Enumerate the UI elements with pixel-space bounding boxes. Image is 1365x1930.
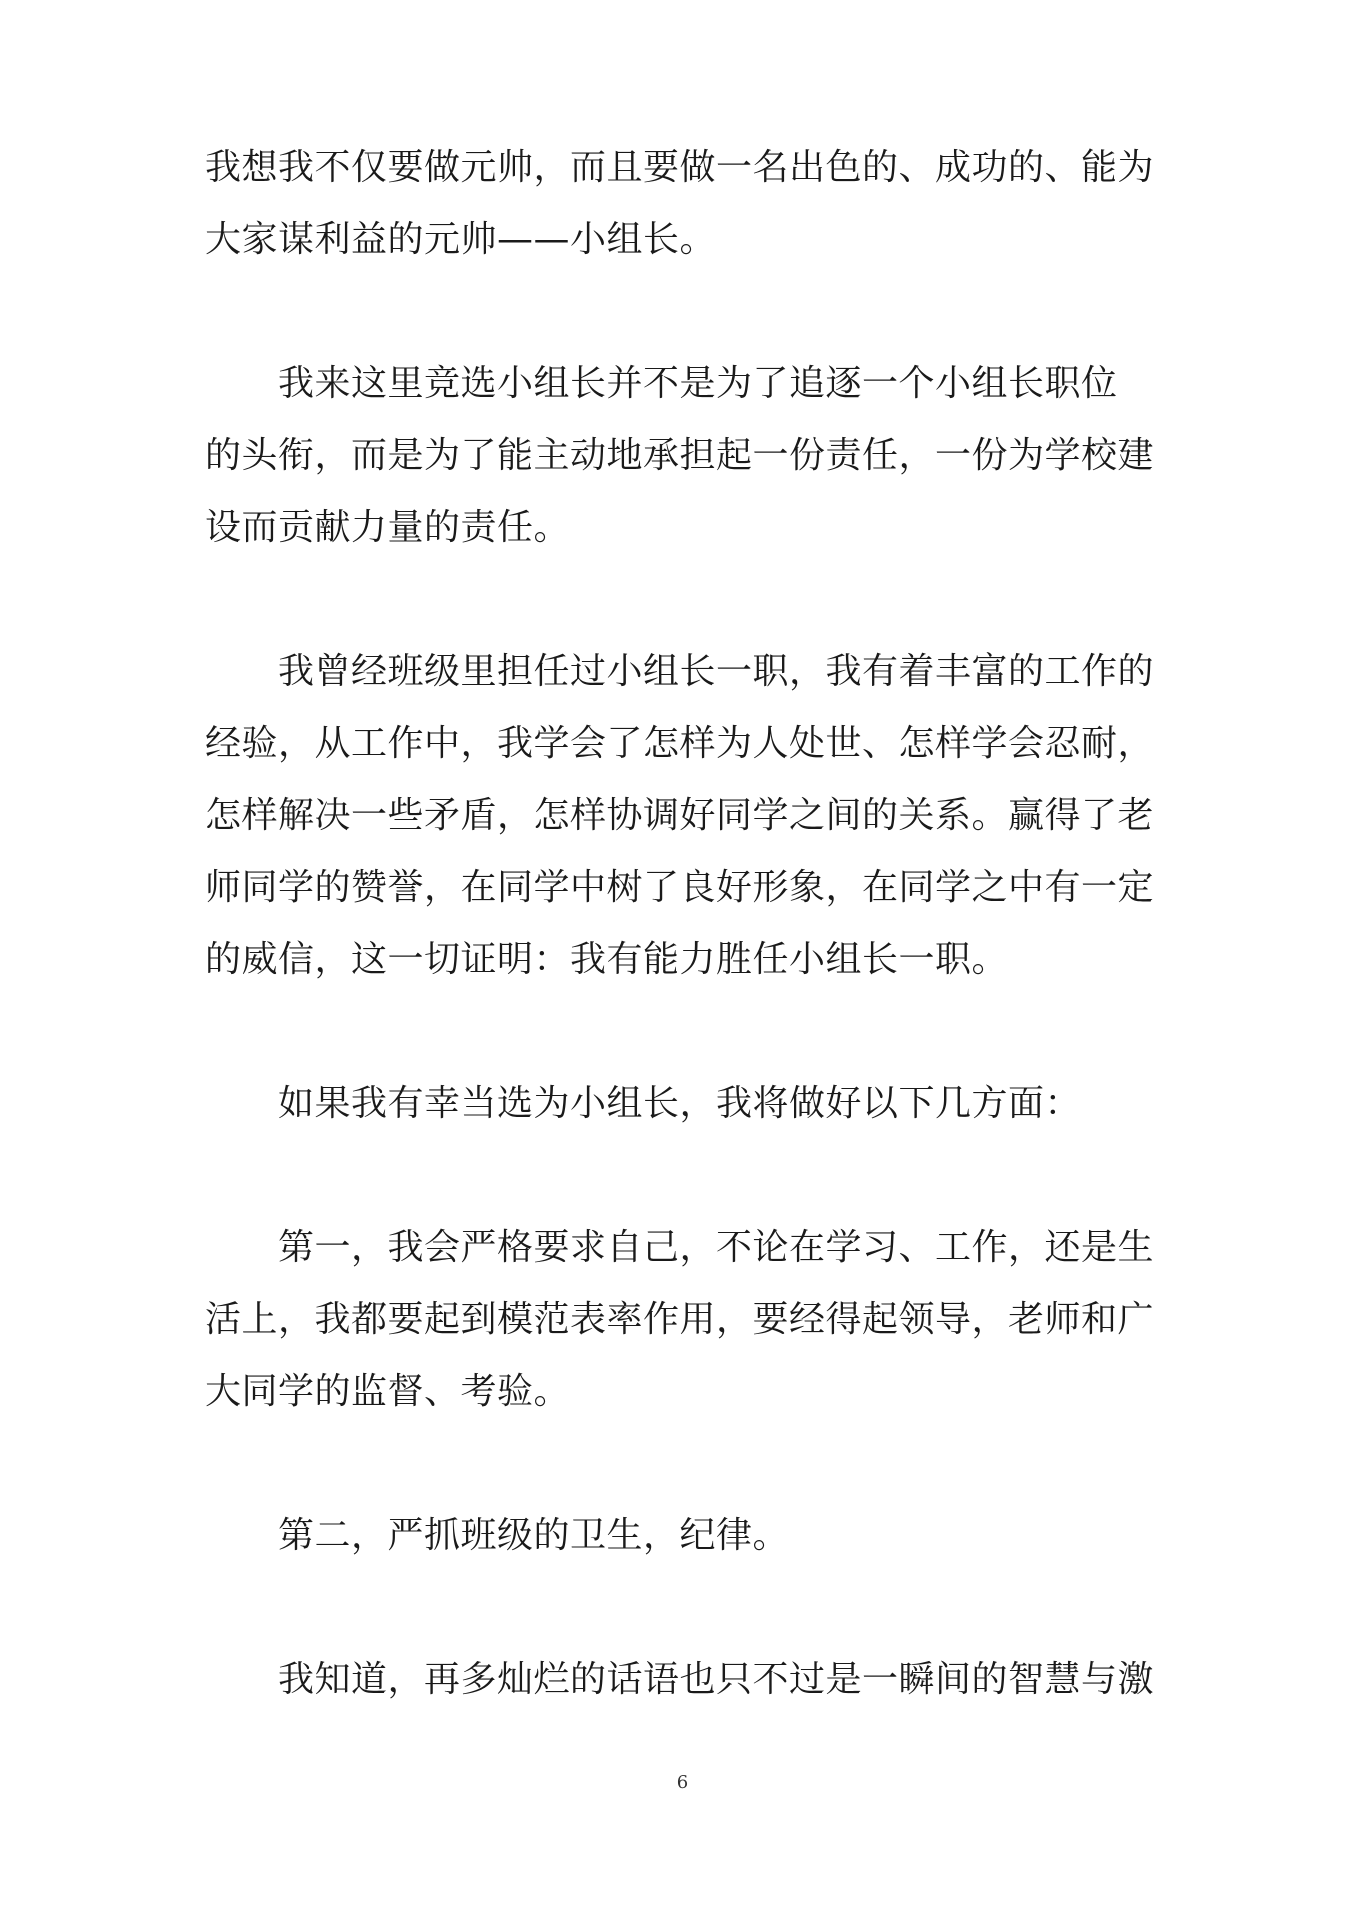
text-line: 活上，我都要起到模范表率作用，要经得起领导，老师和广: [205, 1299, 1155, 1340]
text-line: 我想我不仅要做元帅，而且要做一名出色的、成功的、能为: [205, 147, 1155, 188]
text-line: 如果我有幸当选为小组长，我将做好以下几方面：: [205, 1083, 1082, 1124]
paragraph-2: [205, 348, 1165, 564]
page-number: 6: [676, 1772, 689, 1793]
text-line: 的威信，这一切证明：我有能力胜任小组长一职。: [205, 939, 1009, 980]
paragraph-3: [205, 636, 1165, 996]
text-line: 我知道，再多灿烂的话语也只不过是一瞬间的智慧与激: [205, 1659, 1155, 1700]
text-line: 我曾经班级里担任过小组长一职，我有着丰富的工作的: [205, 651, 1155, 692]
document-body: [205, 132, 1165, 1788]
paragraph-1: [205, 132, 1165, 276]
paragraph-6: [205, 1500, 1165, 1572]
text-line: 大家谋利益的元帅——小组长。: [205, 219, 717, 260]
text-line: 怎样解决一些矛盾，怎样协调好同学之间的关系。赢得了老: [205, 795, 1155, 836]
text-line: 大同学的监督、考验。: [205, 1371, 571, 1412]
text-line: 我来这里竞选小组长并不是为了追逐一个小组长职位: [205, 363, 1118, 404]
text-line: 第二，严抓班级的卫生，纪律。: [205, 1515, 790, 1556]
paragraph-5: [205, 1212, 1165, 1428]
text-line: 第一，我会严格要求自己，不论在学习、工作，还是生: [205, 1227, 1155, 1268]
paragraph-7: [205, 1644, 1165, 1716]
paragraph-4: [205, 1068, 1165, 1140]
text-line: 的头衔，而是为了能主动地承担起一份责任，一份为学校建: [205, 435, 1155, 476]
text-line: 设而贡献力量的责任。: [205, 507, 571, 548]
text-line: 经验，从工作中，我学会了怎样为人处世、怎样学会忍耐，: [205, 723, 1155, 764]
text-line: 师同学的赞誉，在同学中树了良好形象，在同学之中有一定: [205, 867, 1155, 908]
